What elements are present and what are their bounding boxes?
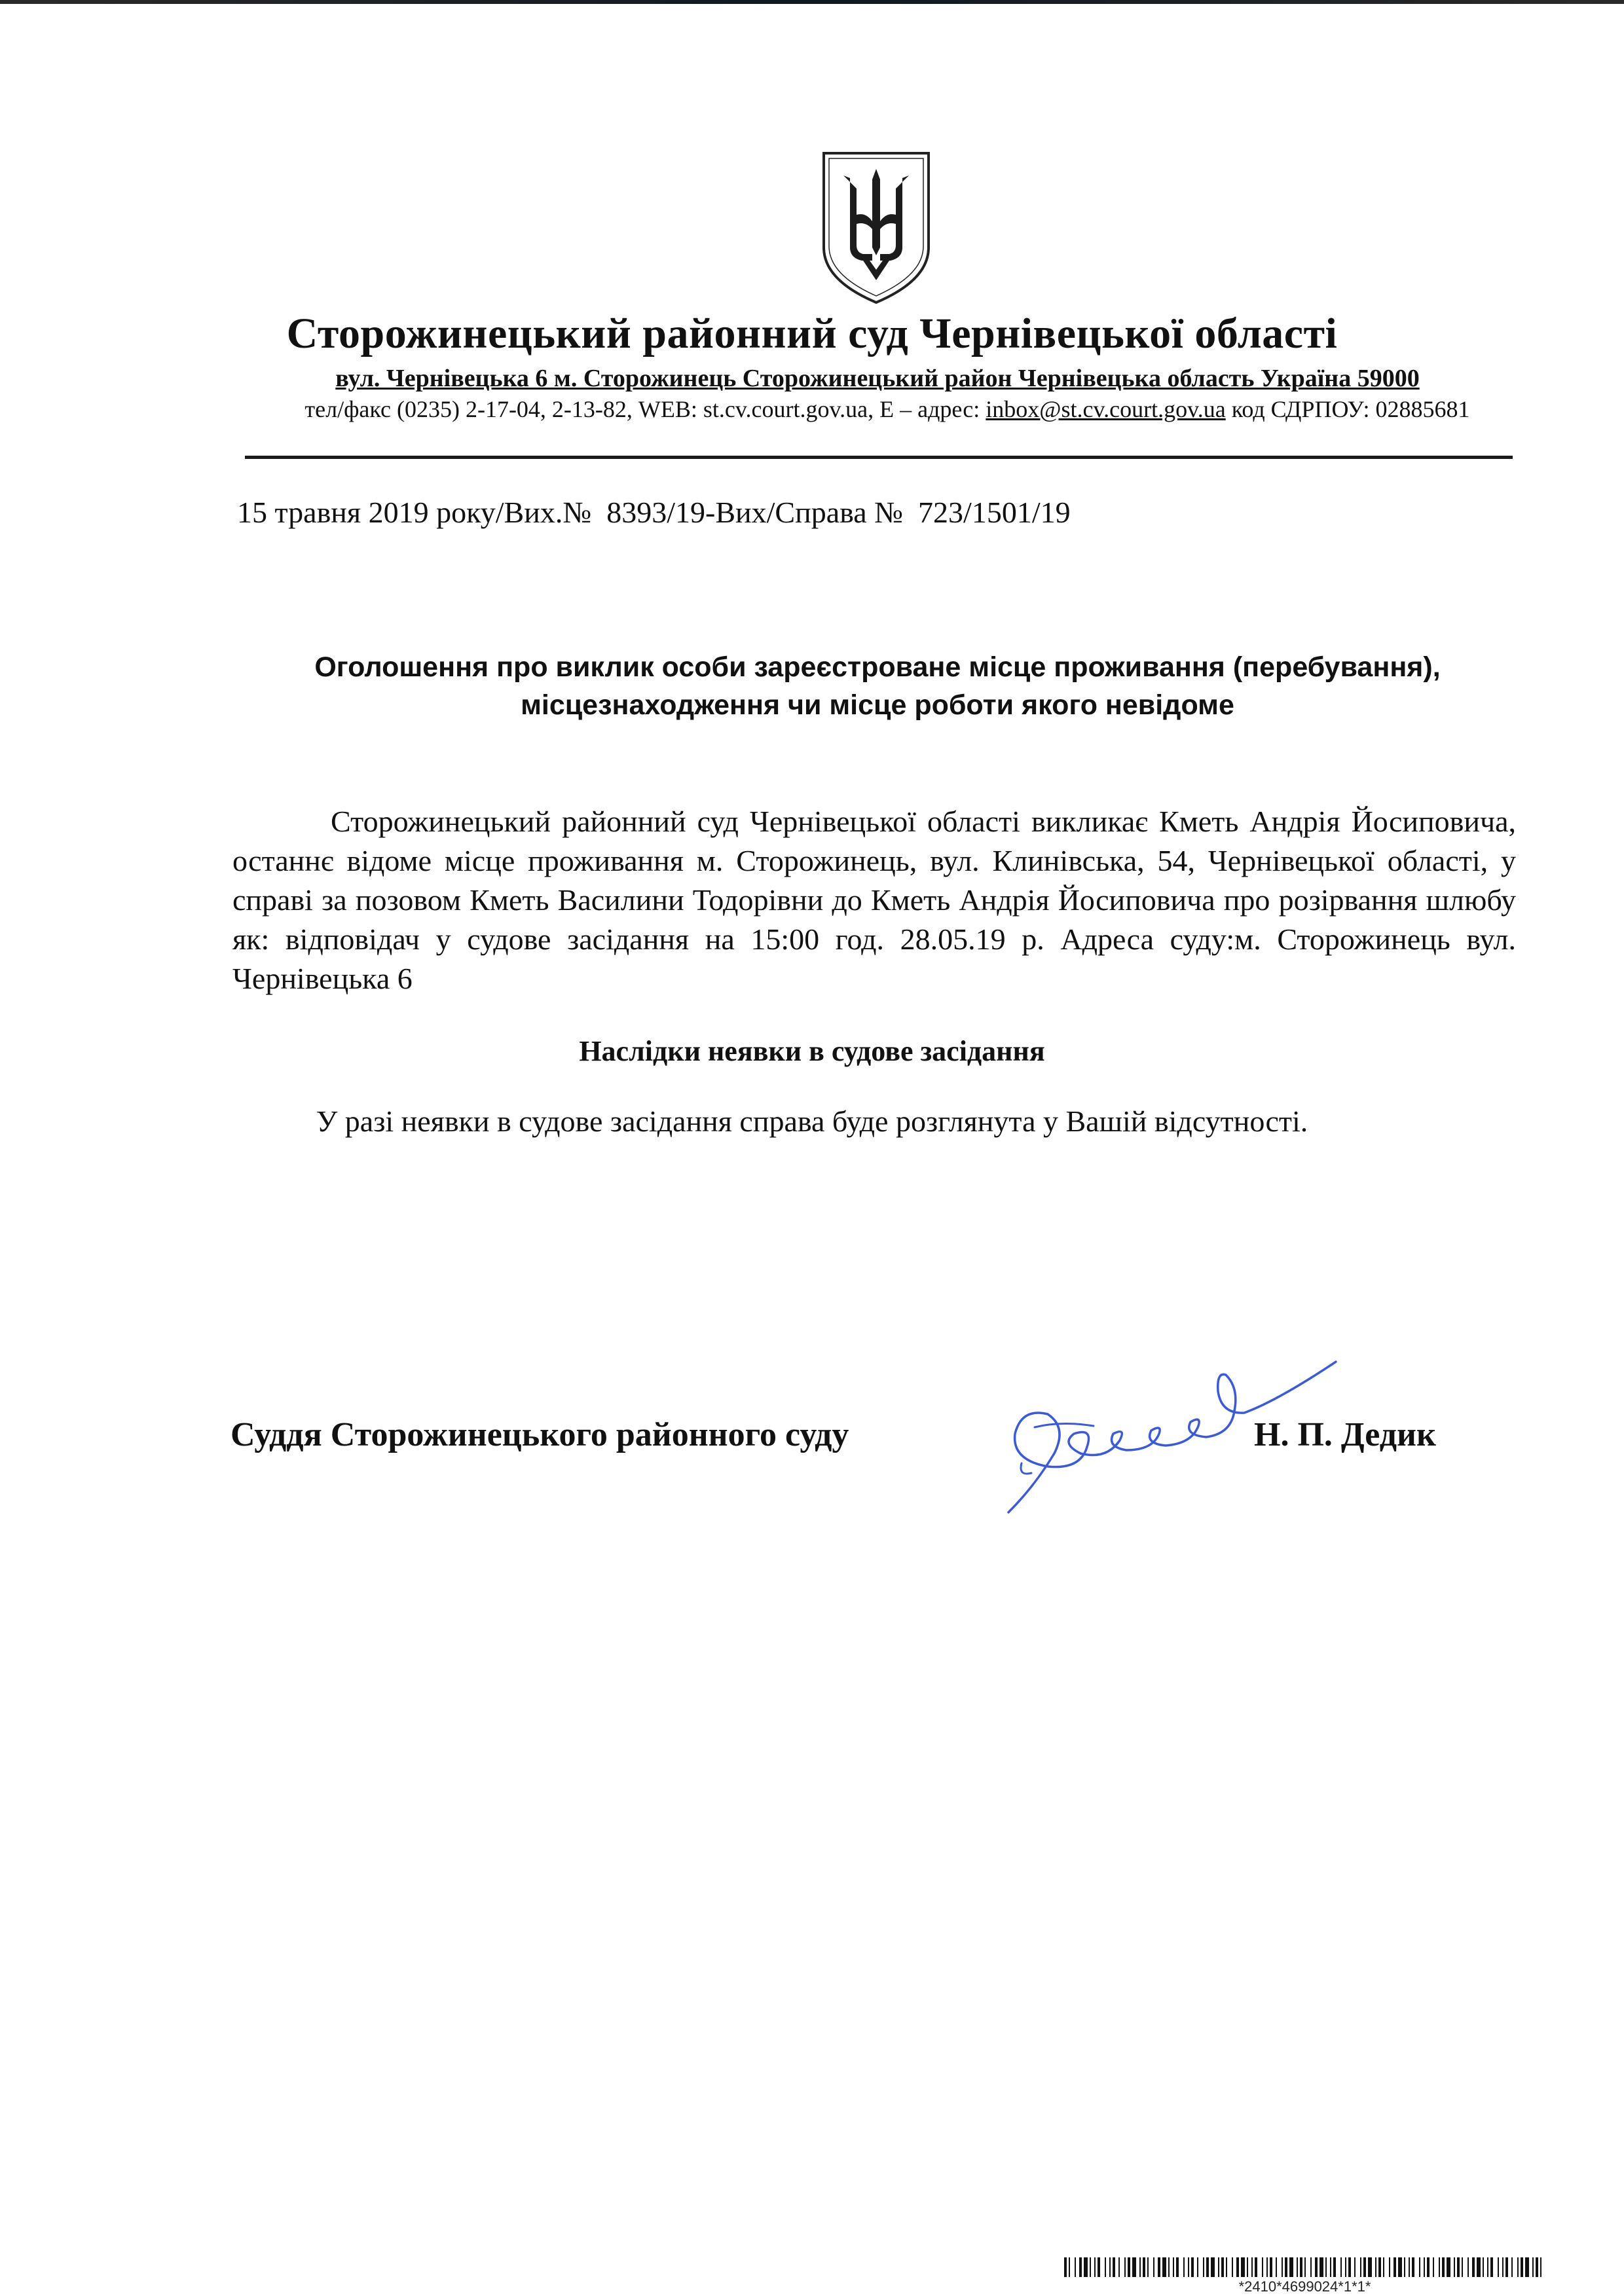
court-name: Сторожинецький районний суд Чернівецької області (286, 310, 1338, 357)
barcode-number: *2410*4699024*1*1* (1238, 2278, 1371, 2295)
judge-name: Н. П. Дедик (1254, 1416, 1436, 1453)
document-barcode (1064, 2257, 1545, 2277)
notice-title-line-1: Оголошення про виклик особи зареєстроване місце проживання (перебування), (314, 651, 1441, 683)
judge-title: Суддя Сторожинецького районного суду (231, 1416, 849, 1453)
consequences-text: У разі неявки в судове засідання справа буде розглянута у Вашій відсутності. (316, 1104, 1308, 1138)
consequences-heading: Наслідки неявки в судове засідання (579, 1035, 1045, 1067)
court-contacts (249, 395, 1526, 423)
reference-line: 15 травня 2019 року/Вих.№ 8393/19-Вих/Справа № 723/1501/19 (237, 496, 1071, 529)
contacts-prefix: тел/факс (0235) 2-17-04, 2-13-82, WEB: st.cv.court.gov.ua, Е – адрес: (304, 396, 986, 422)
court-address: вул. Чернівецька 6 м. Сторожинець Сторожинецький район Чернівецька область Україна 59000 (335, 365, 1420, 392)
contacts-suffix: код СДРПОУ: 02885681 (1225, 396, 1470, 422)
scan-edge (0, 0, 1624, 4)
header-divider (245, 456, 1513, 459)
notice-title (196, 648, 1559, 724)
coat-of-arms-icon (817, 149, 935, 306)
notice-body: Сторожинецький районний суд Чернівецької області викликає Кметь Андрія Йосиповича, останнє відоме місце проживання м. Сторожинець, вул. Клинівська, 54, Чернівецької області, у справі за позовом Кметь Василини Тодорівни до Кметь Андрія Йосиповича про розірвання шлюбу як: відповідач у судове засідання на 15:00 год. 28.05.19 р. Адреса суду:м. Сторожинець вул. Чернівецька 6 (232, 805, 1516, 995)
notice-title-line-2: місцезнаходження чи місце роботи якого невідоме (521, 689, 1234, 721)
court-email-link[interactable]: inbox@st.cv.court.gov.ua (986, 396, 1226, 422)
